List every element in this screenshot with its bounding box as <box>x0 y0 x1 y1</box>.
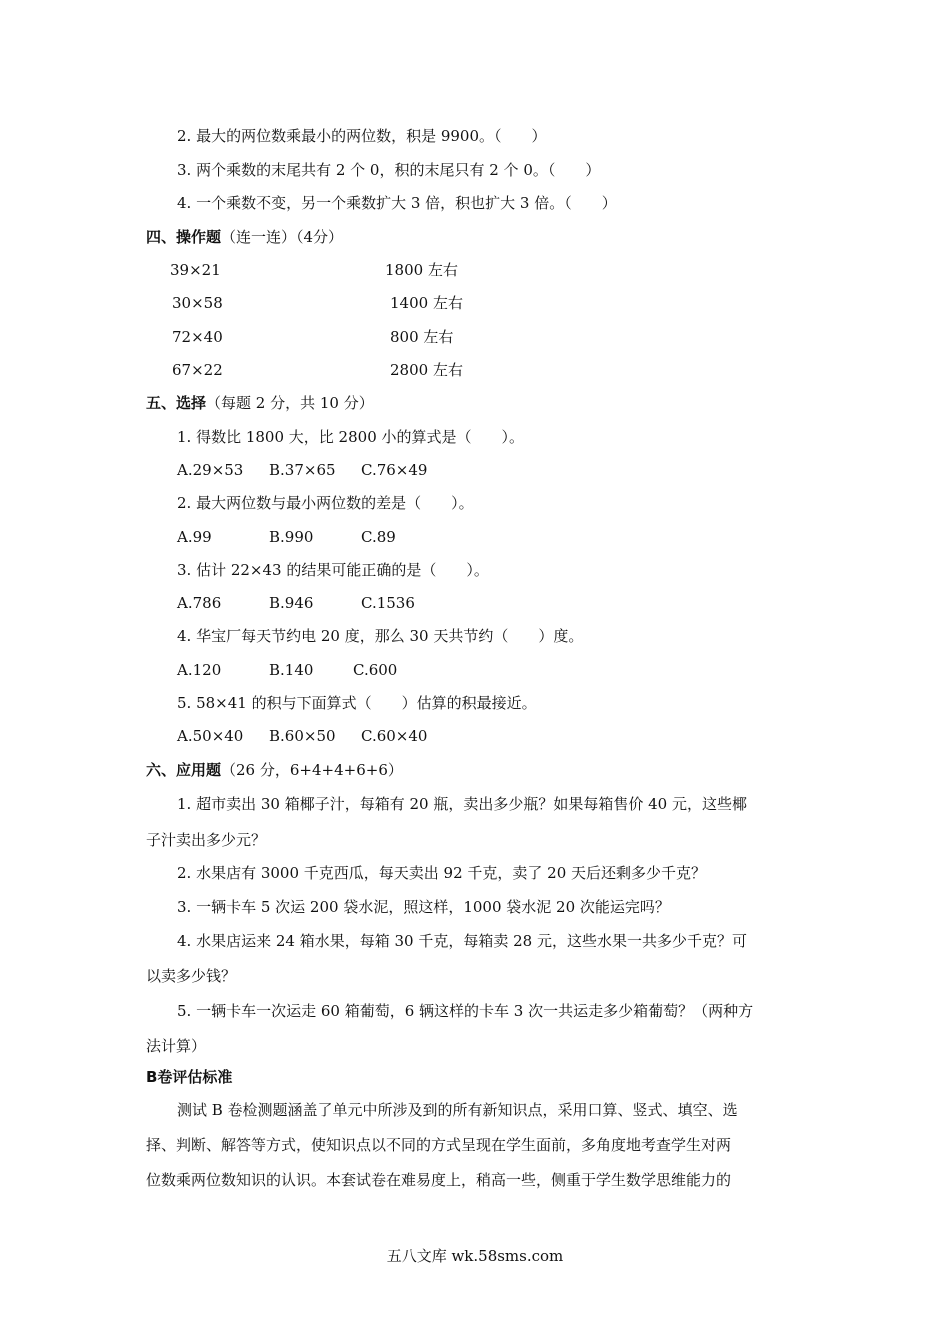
choice-options-5 <box>177 726 427 746</box>
problem-5-line-1: 5. 一辆卡车一次运走 60 箱葡萄，6 辆这样的卡车 3 次一共运走多少箱葡萄？（两种方 <box>177 1002 754 1020</box>
option-b: B.946 <box>269 594 314 612</box>
section-5-note: （每题 2 分，共 10 分） <box>206 394 374 412</box>
choice-options-2 <box>177 527 396 547</box>
option-a: A.99 <box>177 528 212 546</box>
option-a: A.50×40 <box>177 727 244 745</box>
problem-3: 3. 一辆卡车 5 次运 200 袋水泥，照这样，1000 袋水泥 20 次能运完吗？ <box>177 898 670 916</box>
evaluation-line-1: 测试 B 卷检测题涵盖了单元中所涉及到的所有新知识点，采用口算、竖式、填空、选 <box>177 1101 738 1119</box>
problem-2: 2. 水果店有 3000 千克西瓜，每天卖出 92 千克，卖了 20 天后还剩多少千克？ <box>177 864 707 882</box>
evaluation-title: B卷评估标准 <box>146 1068 233 1086</box>
match-left-3: 72×40 <box>172 328 223 346</box>
judge-item-2: 2. 最大的两位数乘最小的两位数，积是 9900。（ ） <box>177 127 547 145</box>
section-5-heading <box>146 393 374 413</box>
choice-options-4 <box>177 660 397 680</box>
problem-1-line-2: 子汁卖出多少元？ <box>146 831 267 849</box>
choice-options-3 <box>177 593 415 613</box>
choice-question-3: 3. 估计 22×43 的结果可能正确的是（ ）。 <box>177 561 489 579</box>
judge-item-4: 4. 一个乘数不变，另一个乘数扩大 3 倍，积也扩大 3 倍。（ ） <box>177 194 617 212</box>
page-footer: 五八文库 wk.58sms.com <box>386 1247 564 1265</box>
option-a: A.786 <box>177 594 222 612</box>
choice-question-1: 1. 得数比 1800 大，比 2800 小的算式是（ ）。 <box>177 428 525 446</box>
choice-question-4: 4. 华宝厂每天节约电 20 度，那么 30 天共节约（ ）度。 <box>177 627 584 645</box>
problem-4-line-2: 以卖多少钱？ <box>146 967 237 985</box>
option-c: C.60×40 <box>361 727 428 745</box>
section-6-heading <box>146 760 403 780</box>
match-right-2: 1400 左右 <box>390 294 463 312</box>
match-left-4: 67×22 <box>172 361 223 379</box>
evaluation-heading <box>146 1067 232 1087</box>
evaluation-line-2: 择、判断、解答等方式，使知识点以不同的方式呈现在学生面前，多角度地考查学生对两 <box>146 1136 732 1154</box>
match-right-1: 1800 左右 <box>385 261 458 279</box>
section-4-title: 四、操作题 <box>146 228 222 246</box>
section-4-heading <box>146 227 343 247</box>
match-left-2: 30×58 <box>172 294 223 312</box>
option-c: C.76×49 <box>361 461 428 479</box>
option-a: A.120 <box>177 661 222 679</box>
choice-question-5: 5. 58×41 的积与下面算式（ ）估算的积最接近。 <box>177 694 537 712</box>
match-right-3: 800 左右 <box>390 328 454 346</box>
evaluation-line-3: 位数乘两位数知识的认识。本套试卷在难易度上，稍高一些，侧重于学生数学思维能力的 <box>146 1171 732 1189</box>
option-b: B.60×50 <box>269 727 336 745</box>
section-6-title: 六、应用题 <box>146 761 222 779</box>
problem-5-line-2: 法计算） <box>146 1037 207 1055</box>
option-c: C.1536 <box>361 594 415 612</box>
choice-question-2: 2. 最大两位数与最小两位数的差是（ ）。 <box>177 494 474 512</box>
choice-options-1 <box>177 460 427 480</box>
match-left-1: 39×21 <box>170 261 221 279</box>
problem-1-line-1: 1. 超市卖出 30 箱椰子汁，每箱有 20 瓶，卖出多少瓶？如果每箱售价 40 元，这些椰 <box>177 795 747 813</box>
option-a: A.29×53 <box>177 461 244 479</box>
problem-4-line-1: 4. 水果店运来 24 箱水果，每箱 30 千克，每箱卖 28 元，这些水果一共多少千克？可 <box>177 932 747 950</box>
option-c: C.89 <box>361 528 396 546</box>
judge-item-3: 3. 两个乘数的末尾共有 2 个 0，积的末尾只有 2 个 0。（ ） <box>177 161 601 179</box>
option-b: B.990 <box>269 528 314 546</box>
section-4-note: （连一连）（4分） <box>221 228 344 246</box>
option-c: C.600 <box>353 661 398 679</box>
section-5-title: 五、选择 <box>146 394 207 412</box>
option-b: B.37×65 <box>269 461 336 479</box>
option-b: B.140 <box>269 661 314 679</box>
section-6-note: （26 分，6+4+4+6+6） <box>221 761 403 779</box>
match-right-4: 2800 左右 <box>390 361 463 379</box>
